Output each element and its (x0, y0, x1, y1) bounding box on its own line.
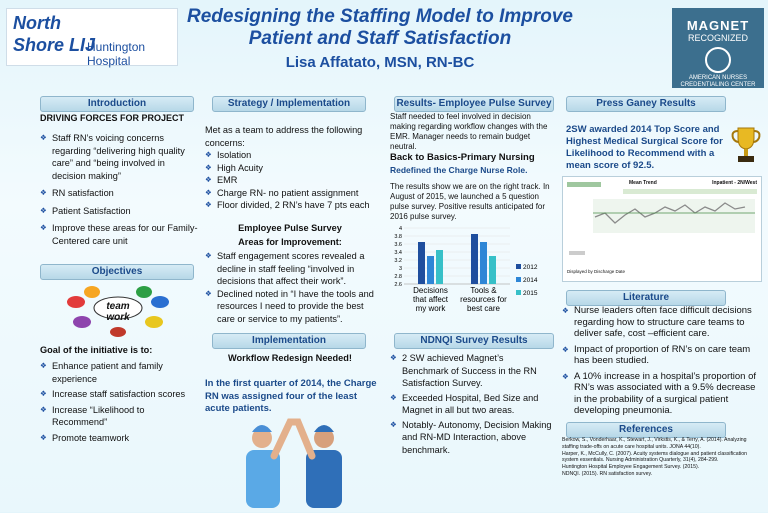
pulse-survey-chart (390, 224, 548, 330)
implementation-text: In the first quarter of 2014, the Charge RN was assigned four of the least acute patients. (205, 378, 377, 414)
literature-title: Literature (566, 290, 726, 306)
ndnqi-item: ❖ Exceeded Hospital, Bed Size and Magnet in all but two areas. (390, 392, 552, 417)
chart-legend-label: 2014 (523, 277, 538, 284)
chart-ytick-label: 2.8 (394, 274, 402, 280)
strategy-item: ❖ Charge RN- no patient assignment (205, 187, 380, 200)
chart-category-label: resources for (460, 295, 507, 304)
ndnqi-item: ❖ 2 SW achieved Magnet’s Benchmark of Success in the RN Satisfaction Survey. (390, 352, 552, 390)
objectives-goal: Goal of the initiative is to: (40, 345, 153, 355)
pulse-survey-chart-svg (390, 224, 548, 330)
chart-category-label: best care (467, 304, 500, 313)
introduction-item: ❖ Staff RN’s voicing concerns regarding “delivering high quality care” and “being involved in decision making” (40, 132, 198, 182)
literature-item: ❖ Impact of proportion of RN’s on care team has been studied. (562, 344, 760, 367)
ndnqi-title: NDNQI Survey Results (394, 333, 554, 349)
chart-category-label: Tools & (470, 286, 497, 295)
reference-item: Harper, K., McCully, C. (2007). Acuity systems dialogue and patient classification system essentials. Nursing Administration Quarterly, 31(4), 284-299. (562, 450, 748, 464)
chart-bar (418, 242, 425, 284)
chart-ytick-label: 2.6 (394, 282, 402, 288)
introduction-item: ❖ Patient Satisfaction (40, 205, 198, 218)
objectives-title: Objectives (40, 264, 194, 280)
references-title: References (566, 422, 726, 438)
teamwork-hands-image (62, 282, 174, 338)
chart-legend-swatch (516, 277, 521, 282)
chart-legend-swatch (516, 290, 521, 295)
logo-line1: North (13, 13, 61, 33)
north-shore-lij-logo (6, 8, 178, 66)
chart-category-label: that affect (413, 295, 448, 304)
results-heading1: Back to Basics-Primary Nursing (390, 152, 535, 163)
chart-bar (436, 250, 443, 284)
literature-item: ❖ A 10% increase in a hospital’s proportion of RN’s was associated with a 9.5% decrease in the probability of a surgical patient developing pneumonia. (562, 371, 760, 417)
implementation-subtitle: Workflow Redesign Needed! (228, 353, 352, 363)
chart-ytick-label: 3.8 (394, 234, 402, 240)
introduction-item: ❖ RN satisfaction (40, 187, 198, 200)
reference-item: Huntington Hospital Employee Engagement Survey. (2015). (562, 464, 700, 471)
objectives-item: ❖ Enhance patient and family experience (40, 360, 198, 385)
chart-ytick-label: 3.4 (394, 250, 402, 256)
press-ganey-title: Press Ganey Results (566, 96, 726, 112)
panel-footer: Displayed by Discharge Date (567, 269, 626, 274)
chart-ytick-label: 3.6 (394, 242, 402, 248)
pulse-item: ❖ Staff engagement scores revealed a decline in staff feeling “involved in decisions that affect their work”. (205, 250, 380, 288)
strategy-intro: Met as a team to address the following concerns: (205, 125, 363, 148)
poster-author: Lisa Affatato, MSN, RN-BC (285, 54, 475, 71)
references-list (562, 437, 762, 478)
press-ganey-award: 2SW awarded 2014 Top Score and Highest Medical Surgical Score for Likelihood to Recommend with a mean score of 92.5. (566, 124, 723, 171)
magnet-line1: MAGNET (686, 18, 750, 33)
results-pulse-title: Results- Employee Pulse Survey (394, 96, 554, 112)
nurses-photo-svg (232, 412, 354, 508)
magnet-line2: RECOGNIZED (687, 33, 748, 43)
objectives-list (40, 360, 198, 444)
press-ganey-trend-panel (562, 176, 762, 282)
objectives-item: ❖ Promote teamwork (40, 432, 198, 445)
chart-ytick-label: 3.2 (394, 258, 402, 264)
strategy-item: ❖ Floor divided, 2 RN’s have 7 pts each (205, 199, 380, 212)
results-para2: The results show we are on the right track. In August of 2015, we launched a 5 question pulse survey. Positive results anticipated for 2016 pulse survey. (390, 182, 550, 221)
teamwork-caption: team work (106, 301, 130, 323)
strategy-item: ❖ High Acuity (205, 162, 380, 175)
nurses-high-five-photo (232, 412, 354, 508)
trend-svg (563, 177, 761, 281)
chart-ytick-label: 3 (398, 266, 402, 272)
logo-line2: Shore LIJ (13, 35, 96, 55)
poster-title: Redesigning the Staffing Model to Improve Patient and Staff Satisfaction (186, 6, 573, 49)
chart-bar (480, 242, 487, 284)
panel-subtitle: Inpatient - 2N/West (712, 180, 757, 186)
chart-category-label: my work (415, 304, 446, 313)
chart-legend-label: 2015 (523, 290, 538, 297)
introduction-list (40, 132, 198, 247)
chart-bar (471, 234, 478, 284)
introduction-title: Introduction (40, 96, 194, 112)
introduction-item: ❖ Improve these areas for our Family-Centered care unit (40, 222, 198, 247)
ndnqi-item: ❖ Notably- Autonomy, Decision Making and RN-MD Interaction, above benchmark. (390, 419, 552, 457)
chart-legend-label: 2012 (523, 264, 538, 271)
strategy-list (205, 149, 380, 212)
strategy-item: ❖ EMR (205, 174, 380, 187)
magnet-seal-icon (705, 47, 731, 73)
trophy-svg (730, 124, 762, 164)
objectives-item: ❖ Increase staff satisfaction scores (40, 388, 198, 401)
chart-ytick-label: 4 (398, 226, 402, 232)
trophy-icon (730, 124, 762, 164)
implementation-title: Implementation (212, 333, 366, 349)
chart-category-label: Decisions (413, 286, 448, 295)
reference-item: NDNQI. (2015). RN satisfaction survey. (562, 470, 653, 477)
pulse-heading2: Areas for Improvement: (238, 237, 342, 247)
chart-legend-swatch (516, 264, 521, 269)
literature-list (562, 305, 760, 417)
magnet-line3: AMERICAN NURSES CREDENTIALING CENTER (680, 75, 756, 88)
ndnqi-list (390, 352, 552, 456)
objectives-item: ❖ Increase “Likelihood to Recommend” (40, 404, 198, 429)
reference-item: Berkow, S., Vonderhaar, K., Stewart, J., Virkstis, K., & Terry, A. (2014). Analyzing staffing trade-offs on acute care hospital units. JONA 44(10). (562, 437, 747, 450)
strategy-title: Strategy / Implementation (212, 96, 366, 112)
strategy-item: ❖ Isolation (205, 149, 380, 162)
magnet-logo (672, 8, 764, 88)
results-para1: Staff needed to feel involved in decision making regarding workflow changes with the EMR. Manager needs to remain budget neutral. (390, 112, 548, 151)
literature-item: ❖ Nurse leaders often face difficult decisions regarding how to structure care teams to deliver safe, cost –efficient care. (562, 305, 760, 340)
pulse-list (205, 250, 380, 325)
results-heading2: Redefined the Charge Nurse Role. (390, 165, 528, 175)
panel-title: Mean Trend (629, 180, 657, 186)
pulse-item: ❖ Declined noted in “I have the tools and resources I need to provide the best care or service to my patients”. (205, 288, 380, 326)
introduction-heading: DRIVING FORCES FOR PROJECT (40, 113, 185, 123)
chart-bar (427, 256, 434, 284)
logo-line3: Huntington Hospital (87, 40, 146, 68)
pulse-heading1: Employee Pulse Survey (238, 223, 342, 233)
chart-bar (489, 256, 496, 284)
